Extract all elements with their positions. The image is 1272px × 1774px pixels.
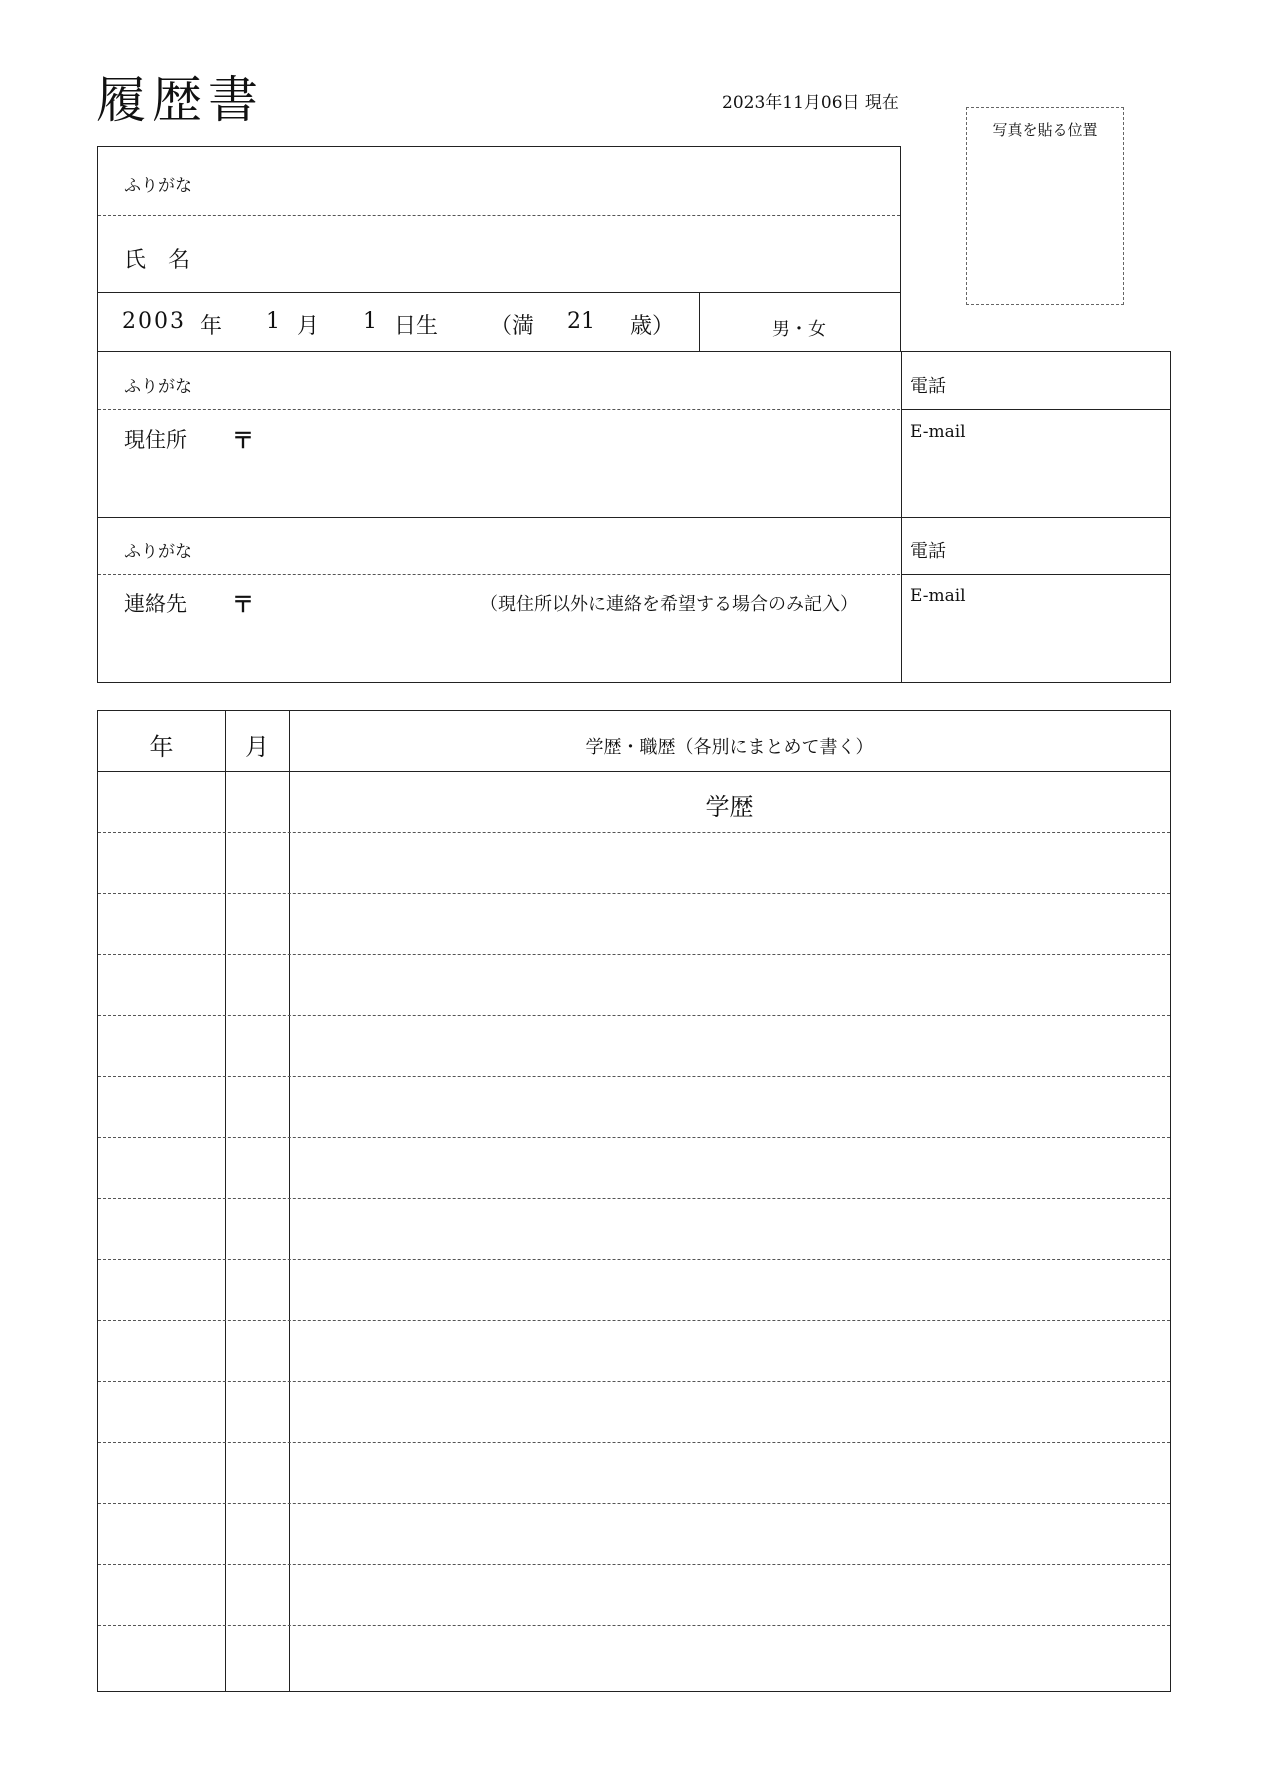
birth-day-unit: 日生	[394, 314, 439, 339]
age-close: 歳）	[630, 314, 675, 339]
contact-label: 連絡先	[124, 592, 187, 616]
age-open: （満	[490, 314, 535, 339]
history-row-divider	[98, 1137, 1170, 1138]
gender-label: 男・女	[772, 319, 826, 340]
birth-month-unit: 月	[297, 314, 320, 339]
name-label: 氏 名	[124, 248, 191, 273]
address-furigana-divider	[98, 409, 900, 410]
address-contact-divider	[98, 517, 1170, 518]
address-postal-mark: 〒	[232, 428, 255, 454]
history-row-divider	[98, 954, 1170, 955]
history-row-divider	[98, 1259, 1170, 1260]
name-birth-divider	[98, 292, 900, 293]
address-label: 現住所	[124, 428, 187, 452]
year-column-divider	[225, 711, 226, 1691]
education-heading: 学歴	[705, 793, 754, 821]
history-row-divider	[98, 893, 1170, 894]
history-table	[97, 710, 1171, 1692]
contact-furigana-divider	[98, 574, 900, 575]
address-phone-label: 電話	[910, 376, 946, 397]
history-row-divider	[98, 1320, 1170, 1321]
birth-gender-divider	[699, 292, 700, 351]
history-row-divider	[98, 1198, 1170, 1199]
contact-note: （現住所以外に連絡を希望する場合のみ記入）	[480, 594, 858, 615]
name-section	[97, 146, 901, 352]
history-row-divider	[98, 1625, 1170, 1626]
contact-postal-mark: 〒	[232, 592, 255, 618]
page-title: 履歴書	[96, 71, 264, 129]
phone-divider	[901, 409, 1170, 410]
name-furigana-divider	[98, 215, 900, 216]
address-furigana-label: ふりがな	[124, 377, 192, 397]
address-email-label: E-mail	[910, 422, 966, 442]
age-value: 21	[567, 309, 595, 334]
history-row-divider	[98, 1503, 1170, 1504]
history-header-divider	[98, 771, 1170, 772]
photo-box	[966, 107, 1124, 305]
document-date: 2023年11月06日 現在	[722, 93, 899, 113]
history-row-divider	[98, 832, 1170, 833]
birth-year: 2003	[122, 309, 186, 334]
contact-phone-label: 電話	[910, 541, 946, 562]
history-col-year: 年	[149, 733, 174, 761]
history-row-divider	[98, 1076, 1170, 1077]
contact-phone-divider	[901, 574, 1170, 575]
month-column-divider	[289, 711, 290, 1691]
birth-year-unit: 年	[200, 314, 223, 339]
birth-day: 1	[363, 309, 377, 334]
history-col-history: 学歴・職歴（各別にまとめて書く）	[585, 737, 874, 758]
history-row-divider	[98, 1015, 1170, 1016]
address-section	[97, 351, 1171, 683]
history-row-divider	[98, 1442, 1170, 1443]
contact-furigana-label: ふりがな	[124, 542, 192, 562]
contact-email-label: E-mail	[910, 586, 966, 606]
birth-month: 1	[266, 309, 280, 334]
name-furigana-label: ふりがな	[124, 176, 192, 196]
history-row-divider	[98, 1381, 1170, 1382]
history-col-month: 月	[245, 733, 269, 761]
photo-label: 写真を貼る位置	[992, 121, 1098, 139]
history-row-divider	[98, 1564, 1170, 1565]
